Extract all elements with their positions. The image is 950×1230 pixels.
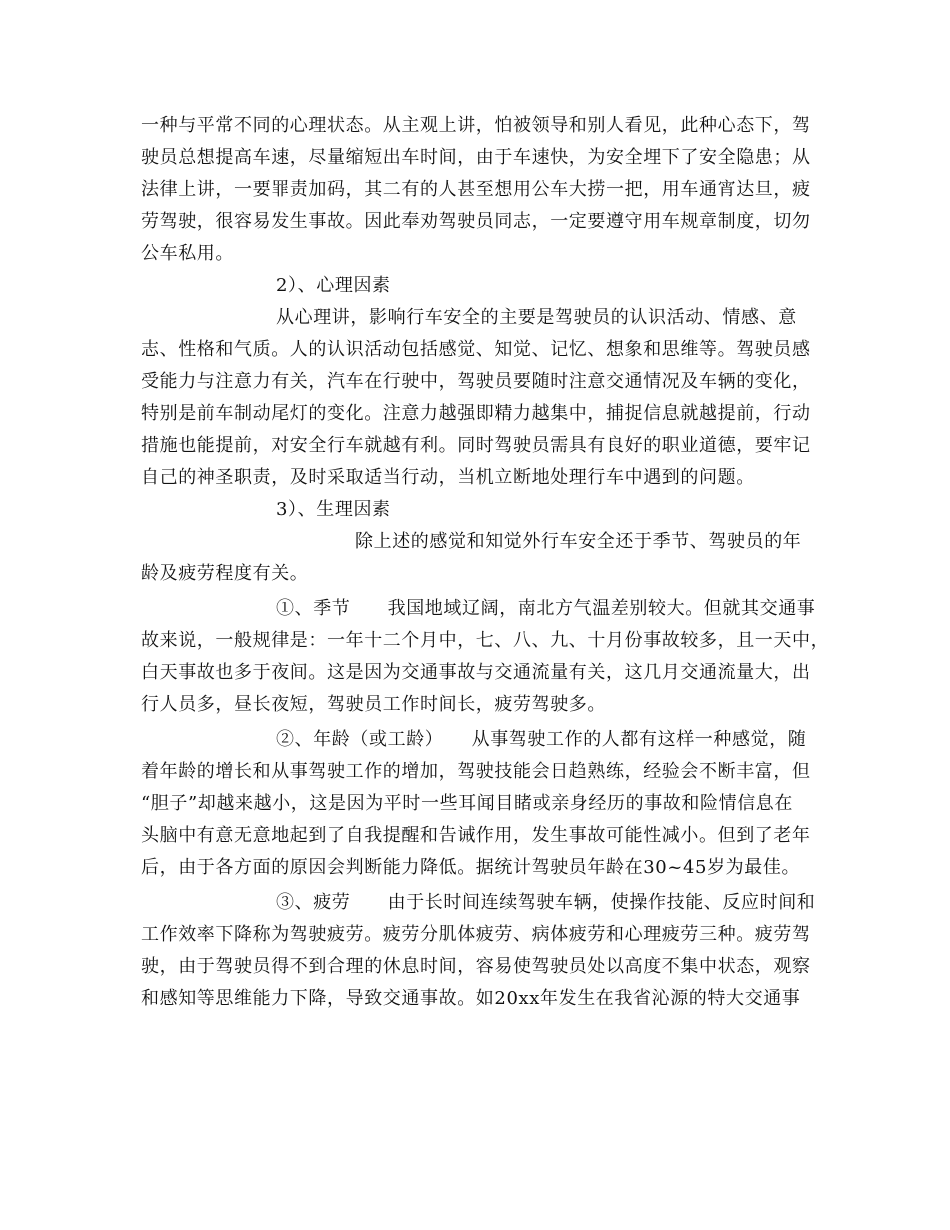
text-line: 法律上讲，一要罪责加码，其二有的人甚至想用公车大捞一把，用车通宵达旦，疲 bbox=[141, 179, 811, 200]
text-line: 措施也能提前，对安全行车就越有利。同时驾驶员需具有良好的职业道德，要牢记 bbox=[141, 435, 811, 456]
body-text bbox=[141, 110, 831, 1015]
text-line: 自己的神圣职责，及时采取适当行动，当机立断地处理行车中遇到的问题。 bbox=[141, 467, 755, 488]
text-line: 公车私用。 bbox=[141, 243, 234, 264]
text-line: 劳驾驶，很容易发生事故。因此奉劝驾驶员同志，一定要遵守用车规章制度，切勿 bbox=[141, 211, 811, 232]
paragraph-first-line: 从心理讲，影响行车安全的主要是驾驶员的认识活动、情感、意 bbox=[276, 307, 797, 328]
text-line: 驶员总想提高车速，尽量缩短出车时间，由于车速快，为安全埋下了安全隐患；从 bbox=[141, 147, 811, 168]
text-line: 白天事故也多于夜间。这是因为交通事故与交通流量有关，这几月交通流量大，出 bbox=[141, 662, 811, 683]
section-heading: 2）、心理因素 bbox=[276, 275, 391, 296]
text-line: 受能力与注意力有关，汽车在行驶中，驾驶员要随时注意交通情况及车辆的变化， bbox=[141, 371, 811, 392]
text-line: 后，由于各方面的原因会判断能力降低。据统计驾驶员年龄在30~45岁为最佳。 bbox=[141, 857, 801, 878]
text-line: “胆子”却越来越小，这是因为平时一些耳闻目睹或亲身经历的事故和险情信息在 bbox=[141, 793, 794, 814]
section-heading: 3）、生理因素 bbox=[276, 499, 391, 520]
text-line: 头脑中有意无意地起到了自我提醒和告诫作用，发生事故可能性减小。但到了老年 bbox=[141, 825, 811, 846]
text-line: 驶，由于驾驶员得不到合理的休息时间，容易使驾驶员处以高度不集中状态，观察 bbox=[141, 956, 811, 977]
subsection-line: ③、疲劳 由于长时间连续驾驶车辆，使操作技能、反应时间和 bbox=[276, 892, 816, 913]
text-line: 工作效率下降称为驾驶疲劳。疲劳分肌体疲劳、病体疲劳和心理疲劳三种。疲劳驾 bbox=[141, 924, 811, 945]
text-line: 龄及疲劳程度有关。 bbox=[141, 563, 309, 584]
text-line: 行人员多，昼长夜短，驾驶员工作时间长，疲劳驾驶多。 bbox=[141, 694, 606, 715]
text-line: 着年龄的增长和从事驾驶工作的增加，驾驶技能会日趋熟练，经验会不断丰富，但 bbox=[141, 761, 811, 782]
text-line: 和感知等思维能力下降，导致交通事故。如20xx年发生在我省沁源的特大交通事 bbox=[141, 988, 801, 1009]
text-line: 一种与平常不同的心理状态。从主观上讲，怕被领导和别人看见，此种心态下，驾 bbox=[141, 115, 811, 136]
paragraph-first-line: 除上述的感觉和知觉外行车安全还于季节、驾驶员的年 bbox=[355, 531, 802, 552]
text-line: 志、性格和气质。人的认识活动包括感觉、知觉、记忆、想象和思维等。驾驶员感 bbox=[141, 339, 811, 360]
subsection-line: ②、年龄（或工龄） 从事驾驶工作的人都有这样一种感觉，随 bbox=[276, 729, 807, 750]
text-line: 故来说，一般规律是：一年十二个月中，七、八、九、十月份事故较多，且一天中， bbox=[141, 630, 830, 651]
subsection-line: ①、季节 我国地域辽阔，南北方气温差别较大。但就其交通事 bbox=[276, 598, 816, 619]
text-line: 特别是前车制动尾灯的变化。注意力越强即精力越集中，捕捉信息就越提前，行动 bbox=[141, 403, 811, 424]
